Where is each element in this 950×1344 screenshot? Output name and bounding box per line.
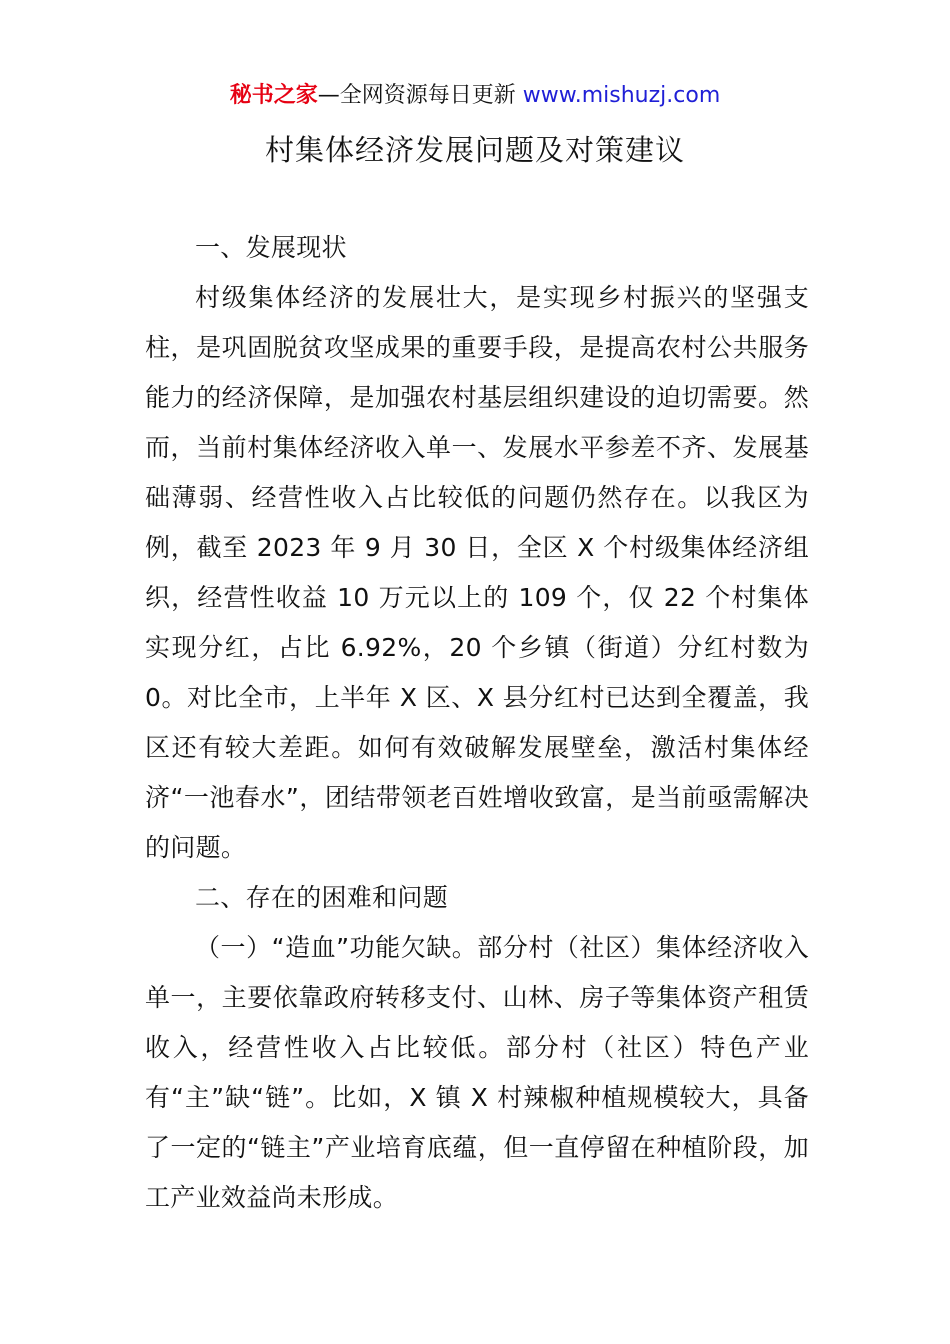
- brand-name: 秘书之家: [229, 83, 318, 108]
- site-tagline: —全网资源每日更新: [317, 83, 523, 108]
- document-title: 村集体经济发展问题及对策建议: [264, 133, 685, 167]
- section-heading-problems: 二、存在的困难和问题: [195, 883, 449, 912]
- paragraph-problems-1: （一）“造血”功能欠缺。部分村（社区）集体经济收入单一，主要依靠政府转移支付、山林、房子等集体资产租赁收入，经营性收入占比较低。部分村（社区）特色产业有“主”缺“链”。比如，X 镇 X 村辣椒种植规模较大，具备了一定的“链主”产业培育底蕴，但一直停留在种植阶段，加工产业效益尚未形成。: [145, 933, 809, 1212]
- site-url-link[interactable]: www.mishuzj.com: [522, 83, 721, 108]
- site-header: [0, 80, 950, 112]
- section-heading-status: 一、发展现状: [195, 233, 347, 262]
- document-body: [145, 223, 809, 1223]
- paragraph-status: 村级集体经济的发展壮大，是实现乡村振兴的坚强支柱，是巩固脱贫攻坚成果的重要手段，是提高农村公共服务能力的经济保障，是加强农村基层组织建设的迫切需要。然而，当前村集体经济收入单一、发展水平参差不齐、发展基础薄弱、经营性收入占比较低的问题仍然存在。以我区为例，截至 2023 年 9 月 30 日，全区 X 个村级集体经济组织，经营性收益 10 万元以上的 109 个，仅 22 个村集体实现分红，占比 6.92%，20 个乡镇（街道）分红村数为 0。对比全市，上半年 X 区、X 县分红村已达到全覆盖，我区还有较大差距。如何有效破解发展壁垒，激活村集体经济“一池春水”，团结带领老百姓增收致富，是当前亟需解决的问题。: [145, 283, 809, 862]
